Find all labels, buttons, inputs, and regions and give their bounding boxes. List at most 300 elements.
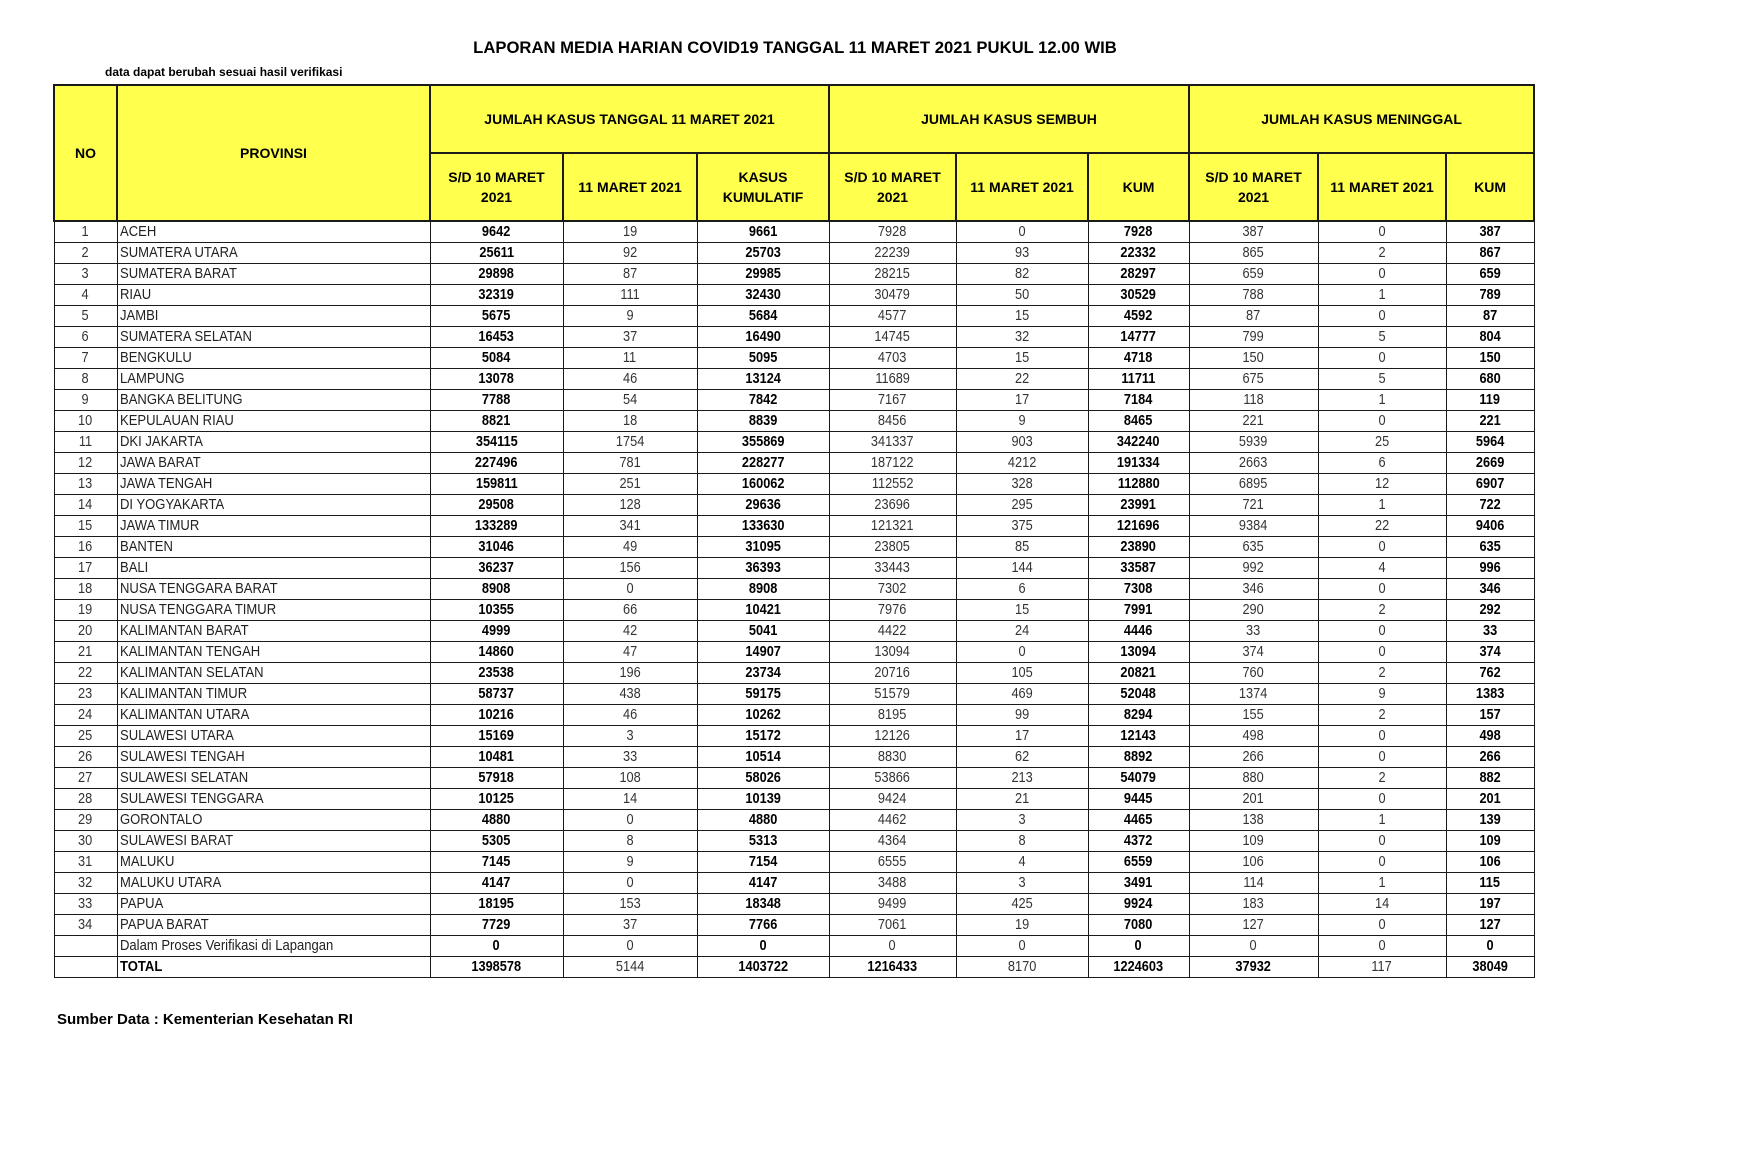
sembuh-kum-cell	[1088, 474, 1189, 495]
kasus-kum-cell	[697, 621, 829, 642]
meninggal-value: 0	[1378, 581, 1386, 597]
meninggal-kum-cell	[1446, 831, 1534, 852]
sembuh-value: 1216433	[867, 959, 918, 975]
sembuh-kum-cell	[1088, 390, 1189, 411]
row-number-text: 16	[78, 539, 93, 555]
meninggal-sd10-cell	[1189, 558, 1318, 579]
kasus-value: 4147	[482, 875, 511, 891]
meninggal-value: 25	[1374, 434, 1390, 450]
sembuh-kum-cell	[1088, 684, 1189, 705]
sembuh-value: 7928	[1124, 224, 1153, 240]
row-number	[54, 936, 117, 957]
province-name-text: NUSA TENGGARA BARAT	[119, 581, 278, 597]
kasus-value: 781	[619, 455, 641, 471]
sembuh-kum-cell	[1088, 852, 1189, 873]
meninggal-harian-cell	[1318, 915, 1446, 936]
row-number-text: 21	[78, 644, 93, 660]
sembuh-value: 50	[1014, 287, 1030, 303]
meninggal-kum-cell	[1446, 264, 1534, 285]
meninggal-value: 762	[1479, 665, 1501, 681]
sembuh-value: 105	[1011, 665, 1033, 681]
meninggal-harian-cell	[1318, 747, 1446, 768]
province-name-text: BANGKA BELITUNG	[119, 392, 243, 408]
kasus-sd10-cell	[430, 810, 563, 831]
meninggal-value: 9	[1378, 686, 1386, 702]
kasus-value: 355869	[741, 434, 785, 450]
header-meninggal-11: 11 MARET 2021	[1318, 153, 1446, 221]
sembuh-value: 1224603	[1113, 959, 1164, 975]
meninggal-value: 0	[1378, 728, 1386, 744]
kasus-kum-cell	[697, 747, 829, 768]
province-name	[117, 327, 430, 348]
sembuh-value: 425	[1011, 896, 1033, 912]
sembuh-sd10-cell	[829, 747, 956, 768]
sembuh-value: 6555	[878, 854, 907, 870]
meninggal-harian-cell	[1318, 600, 1446, 621]
meninggal-sd10-cell	[1189, 453, 1318, 474]
kasus-sd10-cell	[430, 915, 563, 936]
sembuh-value: 187122	[871, 455, 914, 471]
province-name	[117, 411, 430, 432]
meninggal-value: 0	[1378, 266, 1386, 282]
sembuh-value: 4422	[878, 623, 907, 639]
meninggal-kum-cell	[1446, 915, 1534, 936]
meninggal-value: 266	[1479, 749, 1501, 765]
kasus-value: 54	[622, 392, 638, 408]
kasus-sd10-cell	[430, 264, 563, 285]
meninggal-value: 5939	[1239, 434, 1268, 450]
kasus-value: 49	[622, 539, 638, 555]
kasus-sd10-cell	[430, 873, 563, 894]
meninggal-value: 760	[1242, 665, 1265, 681]
kasus-harian-cell	[563, 516, 697, 537]
row-number	[54, 327, 117, 348]
sembuh-sd10-cell	[829, 537, 956, 558]
sembuh-value: 24	[1014, 623, 1030, 639]
row-number-text: 11	[78, 434, 93, 450]
row-number-text: 31	[78, 854, 93, 870]
meninggal-value: 119	[1479, 392, 1501, 408]
meninggal-value: 6895	[1239, 476, 1268, 492]
sembuh-sd10-cell	[829, 726, 956, 747]
meninggal-value: 0	[1378, 413, 1386, 429]
sembuh-value: 17	[1014, 392, 1030, 408]
kasus-value: 156	[619, 560, 641, 576]
row-number	[54, 726, 117, 747]
meninggal-harian-cell	[1318, 642, 1446, 663]
meninggal-value: 659	[1242, 266, 1265, 282]
kasus-kum-cell	[697, 327, 829, 348]
meninggal-kum-cell	[1446, 348, 1534, 369]
province-name	[117, 264, 430, 285]
table-row	[54, 621, 1534, 642]
province-name	[117, 894, 430, 915]
sembuh-kum-cell	[1088, 831, 1189, 852]
kasus-value: 4880	[748, 812, 778, 828]
meninggal-value: 0	[1249, 938, 1258, 954]
sembuh-value: 7308	[1124, 581, 1153, 597]
sembuh-value: 4446	[1124, 623, 1153, 639]
province-name-text: ACEH	[119, 224, 156, 240]
kasus-kum-cell	[697, 264, 829, 285]
province-name-text: JAWA TENGAH	[119, 476, 212, 492]
kasus-sd10-cell	[430, 432, 563, 453]
header-provinsi: PROVINSI	[117, 85, 430, 221]
sembuh-harian-cell	[956, 747, 1088, 768]
sembuh-value: 22	[1014, 371, 1030, 387]
kasus-value: 1403722	[738, 959, 788, 975]
table-row	[54, 348, 1534, 369]
meninggal-kum-cell	[1446, 810, 1534, 831]
row-number-text: 1	[81, 224, 90, 240]
meninggal-harian-cell	[1318, 663, 1446, 684]
meninggal-harian-cell	[1318, 894, 1446, 915]
sembuh-value: 23696	[874, 497, 911, 513]
kasus-sd10-cell	[430, 221, 563, 243]
sembuh-kum-cell	[1088, 789, 1189, 810]
sembuh-harian-cell	[956, 453, 1088, 474]
kasus-harian-cell	[563, 915, 697, 936]
kasus-value: 160062	[741, 476, 785, 492]
sembuh-harian-cell	[956, 831, 1088, 852]
meninggal-value: 346	[1242, 581, 1265, 597]
kasus-value: 133630	[741, 518, 785, 534]
row-number-text: 34	[78, 917, 93, 933]
kasus-kum-cell	[697, 306, 829, 327]
meninggal-value: 799	[1242, 329, 1265, 345]
header-meninggal-kum: KUM	[1446, 153, 1534, 221]
meninggal-value: 118	[1243, 392, 1264, 408]
sembuh-value: 11711	[1121, 371, 1156, 387]
province-name	[117, 936, 430, 957]
kasus-kum-cell	[697, 369, 829, 390]
kasus-sd10-cell	[430, 495, 563, 516]
meninggal-kum-cell	[1446, 369, 1534, 390]
kasus-sd10-cell	[430, 453, 563, 474]
meninggal-sd10-cell	[1189, 221, 1318, 243]
header-group-sembuh: JUMLAH KASUS SEMBUH	[829, 85, 1189, 153]
province-name-text: RIAU	[119, 287, 151, 303]
meninggal-kum-cell	[1446, 327, 1534, 348]
meninggal-sd10-cell	[1189, 285, 1318, 306]
sembuh-sd10-cell	[829, 348, 956, 369]
meninggal-value: 150	[1242, 350, 1265, 366]
kasus-value: 29985	[745, 266, 781, 282]
meninggal-kum-cell	[1446, 221, 1534, 243]
row-number	[54, 453, 117, 474]
sembuh-value: 52048	[1120, 686, 1157, 702]
province-name-text: MALUKU UTARA	[119, 875, 221, 891]
kasus-value: 15172	[745, 728, 781, 744]
sembuh-kum-cell	[1088, 558, 1189, 579]
meninggal-kum-cell	[1446, 243, 1534, 264]
meninggal-sd10-cell	[1189, 243, 1318, 264]
kasus-harian-cell	[563, 936, 697, 957]
table-row	[54, 390, 1534, 411]
table-row	[54, 285, 1534, 306]
kasus-kum-cell	[697, 831, 829, 852]
row-number	[54, 894, 117, 915]
meninggal-harian-cell	[1318, 243, 1446, 264]
sembuh-sd10-cell	[829, 642, 956, 663]
meninggal-value: 2663	[1239, 455, 1268, 471]
kasus-value: 0	[492, 938, 501, 954]
sembuh-sd10-cell	[829, 327, 956, 348]
meninggal-value: 788	[1242, 287, 1265, 303]
row-number	[54, 684, 117, 705]
kasus-value: 18348	[745, 896, 781, 912]
sembuh-value: 20716	[874, 665, 911, 681]
meninggal-harian-cell	[1318, 453, 1446, 474]
province-name-text: DI YOGYAKARTA	[119, 497, 224, 513]
kasus-harian-cell	[563, 348, 697, 369]
province-name	[117, 831, 430, 852]
sembuh-value: 28215	[874, 266, 911, 282]
sembuh-sd10-cell	[829, 474, 956, 495]
sembuh-value: 23991	[1120, 497, 1157, 513]
table-row	[54, 684, 1534, 705]
sembuh-kum-cell	[1088, 516, 1189, 537]
row-number	[54, 747, 117, 768]
meninggal-harian-cell	[1318, 621, 1446, 642]
meninggal-sd10-cell	[1189, 894, 1318, 915]
kasus-value: 354115	[475, 434, 518, 450]
sembuh-kum-cell	[1088, 747, 1189, 768]
meninggal-value: 221	[1242, 413, 1265, 429]
sembuh-harian-cell	[956, 873, 1088, 894]
province-name-text: KALIMANTAN TIMUR	[119, 686, 247, 702]
sembuh-value: 11689	[875, 371, 910, 387]
province-name-text: KEPULAUAN RIAU	[119, 413, 234, 429]
kasus-value: 0	[626, 938, 634, 954]
meninggal-sd10-cell	[1189, 537, 1318, 558]
sembuh-value: 15	[1014, 602, 1030, 618]
row-number-text: 6	[81, 329, 90, 345]
sembuh-kum-cell	[1088, 894, 1189, 915]
meninggal-value: 387	[1479, 224, 1501, 240]
row-number-text: 22	[78, 665, 93, 681]
table-row	[54, 915, 1534, 936]
row-number-text: 9	[81, 392, 90, 408]
sembuh-value: 7167	[878, 392, 907, 408]
sembuh-sd10-cell	[829, 768, 956, 789]
sembuh-value: 15	[1014, 308, 1030, 324]
kasus-value: 9642	[482, 224, 511, 240]
meninggal-value: 150	[1479, 350, 1501, 366]
kasus-harian-cell	[563, 579, 697, 600]
kasus-harian-cell	[563, 747, 697, 768]
meninggal-kum-cell	[1446, 453, 1534, 474]
kasus-value: 36393	[745, 560, 781, 576]
sembuh-sd10-cell	[829, 579, 956, 600]
kasus-kum-cell	[697, 579, 829, 600]
header-group-kasus: JUMLAH KASUS TANGGAL 11 MARET 2021	[430, 85, 829, 153]
sembuh-value: 28297	[1120, 266, 1157, 282]
sembuh-kum-cell	[1088, 285, 1189, 306]
kasus-harian-cell	[563, 306, 697, 327]
meninggal-kum-cell	[1446, 705, 1534, 726]
sembuh-sd10-cell	[829, 957, 956, 978]
meninggal-harian-cell	[1318, 327, 1446, 348]
sembuh-value: 4462	[878, 812, 907, 828]
meninggal-value: 2	[1378, 770, 1386, 786]
meninggal-value: 0	[1378, 308, 1386, 324]
kasus-value: 66	[622, 602, 638, 618]
meninggal-value: 38049	[1472, 959, 1508, 975]
kasus-value: 11	[623, 350, 637, 366]
row-number	[54, 369, 117, 390]
province-name	[117, 306, 430, 327]
sembuh-value: 4592	[1124, 308, 1153, 324]
province-name-text: GORONTALO	[119, 812, 202, 828]
kasus-kum-cell	[697, 810, 829, 831]
kasus-value: 111	[620, 287, 640, 303]
meninggal-kum-cell	[1446, 621, 1534, 642]
kasus-value: 7788	[482, 392, 511, 408]
row-number	[54, 873, 117, 894]
row-number-text: 25	[78, 728, 93, 744]
kasus-value: 37	[622, 917, 638, 933]
meninggal-value: 675	[1242, 371, 1265, 387]
province-name	[117, 432, 430, 453]
meninggal-sd10-cell	[1189, 474, 1318, 495]
meninggal-sd10-cell	[1189, 264, 1318, 285]
province-name-text: SULAWESI BARAT	[119, 833, 233, 849]
meninggal-sd10-cell	[1189, 726, 1318, 747]
kasus-harian-cell	[563, 432, 697, 453]
kasus-kum-cell	[697, 663, 829, 684]
kasus-harian-cell	[563, 768, 697, 789]
sembuh-kum-cell	[1088, 537, 1189, 558]
sembuh-kum-cell	[1088, 663, 1189, 684]
sembuh-value: 85	[1014, 539, 1030, 555]
meninggal-sd10-cell	[1189, 390, 1318, 411]
sembuh-sd10-cell	[829, 411, 956, 432]
sembuh-value: 22332	[1120, 245, 1157, 261]
sembuh-harian-cell	[956, 221, 1088, 243]
province-name	[117, 621, 430, 642]
sembuh-harian-cell	[956, 537, 1088, 558]
meninggal-kum-cell	[1446, 726, 1534, 747]
meninggal-kum-cell	[1446, 600, 1534, 621]
meninggal-value: 346	[1479, 581, 1501, 597]
meninggal-harian-cell	[1318, 390, 1446, 411]
kasus-value: 16453	[478, 329, 515, 345]
sembuh-harian-cell	[956, 852, 1088, 873]
sembuh-sd10-cell	[829, 495, 956, 516]
sembuh-sd10-cell	[829, 873, 956, 894]
meninggal-kum-cell	[1446, 957, 1534, 978]
sembuh-kum-cell	[1088, 348, 1189, 369]
sembuh-value: 0	[888, 938, 897, 954]
meninggal-kum-cell	[1446, 852, 1534, 873]
sembuh-value: 469	[1011, 686, 1033, 702]
province-name	[117, 810, 430, 831]
kasus-sd10-cell	[430, 285, 563, 306]
meninggal-value: 2	[1378, 245, 1386, 261]
province-name-text: DKI JAKARTA	[119, 434, 203, 450]
row-number	[54, 537, 117, 558]
kasus-kum-cell	[697, 684, 829, 705]
meninggal-harian-cell	[1318, 852, 1446, 873]
kasus-value: 9	[626, 854, 634, 870]
meninggal-value: 882	[1479, 770, 1501, 786]
kasus-kum-cell	[697, 432, 829, 453]
table-row	[54, 600, 1534, 621]
table-row	[54, 705, 1534, 726]
table-row	[54, 243, 1534, 264]
sembuh-value: 3	[1018, 875, 1026, 891]
meninggal-sd10-cell	[1189, 957, 1318, 978]
province-name-text: KALIMANTAN TENGAH	[119, 644, 260, 660]
kasus-harian-cell	[563, 852, 697, 873]
sembuh-harian-cell	[956, 663, 1088, 684]
meninggal-value: 0	[1378, 539, 1386, 555]
sembuh-value: 4577	[878, 308, 907, 324]
row-number-text: 5	[81, 308, 90, 324]
table-row	[54, 221, 1534, 243]
meninggal-value: 498	[1242, 728, 1265, 744]
meninggal-value: 14	[1374, 896, 1390, 912]
meninggal-value: 659	[1479, 266, 1501, 282]
data-source: Sumber Data : Kementerian Kesehatan RI	[57, 1011, 353, 1028]
meninggal-value: 106	[1242, 854, 1265, 870]
kasus-value: 5095	[748, 350, 778, 366]
sembuh-harian-cell	[956, 726, 1088, 747]
kasus-harian-cell	[563, 453, 697, 474]
sembuh-harian-cell	[956, 516, 1088, 537]
kasus-value: 10514	[745, 749, 781, 765]
meninggal-kum-cell	[1446, 789, 1534, 810]
meninggal-sd10-cell	[1189, 621, 1318, 642]
kasus-value: 128	[619, 497, 641, 513]
kasus-value: 33	[622, 749, 638, 765]
kasus-value: 57918	[478, 770, 515, 786]
kasus-value: 5684	[748, 308, 778, 324]
sembuh-kum-cell	[1088, 243, 1189, 264]
meninggal-value: 374	[1479, 644, 1501, 660]
row-number	[54, 495, 117, 516]
meninggal-sd10-cell	[1189, 600, 1318, 621]
kasus-value: 10355	[478, 602, 515, 618]
sembuh-kum-cell	[1088, 705, 1189, 726]
meninggal-kum-cell	[1446, 936, 1534, 957]
kasus-value: 3	[626, 728, 634, 744]
sembuh-kum-cell	[1088, 957, 1189, 978]
meninggal-value: 2	[1378, 665, 1386, 681]
kasus-sd10-cell	[430, 894, 563, 915]
row-number	[54, 348, 117, 369]
header-kasus-kumulatif: KASUS KUMULATIF	[697, 153, 829, 221]
sembuh-kum-cell	[1088, 411, 1189, 432]
table-row	[54, 495, 1534, 516]
province-name	[117, 684, 430, 705]
meninggal-value: 6907	[1475, 476, 1505, 492]
province-name-text: JAMBI	[119, 308, 158, 324]
sembuh-value: 6	[1018, 581, 1026, 597]
row-number-text: 29	[78, 812, 93, 828]
meninggal-harian-cell	[1318, 936, 1446, 957]
row-number	[54, 243, 117, 264]
meninggal-sd10-cell	[1189, 810, 1318, 831]
meninggal-kum-cell	[1446, 474, 1534, 495]
kasus-kum-cell	[697, 789, 829, 810]
kasus-harian-cell	[563, 285, 697, 306]
sembuh-harian-cell	[956, 705, 1088, 726]
kasus-value: 32319	[478, 287, 515, 303]
row-number-text: 26	[78, 749, 93, 765]
table-row	[54, 558, 1534, 579]
